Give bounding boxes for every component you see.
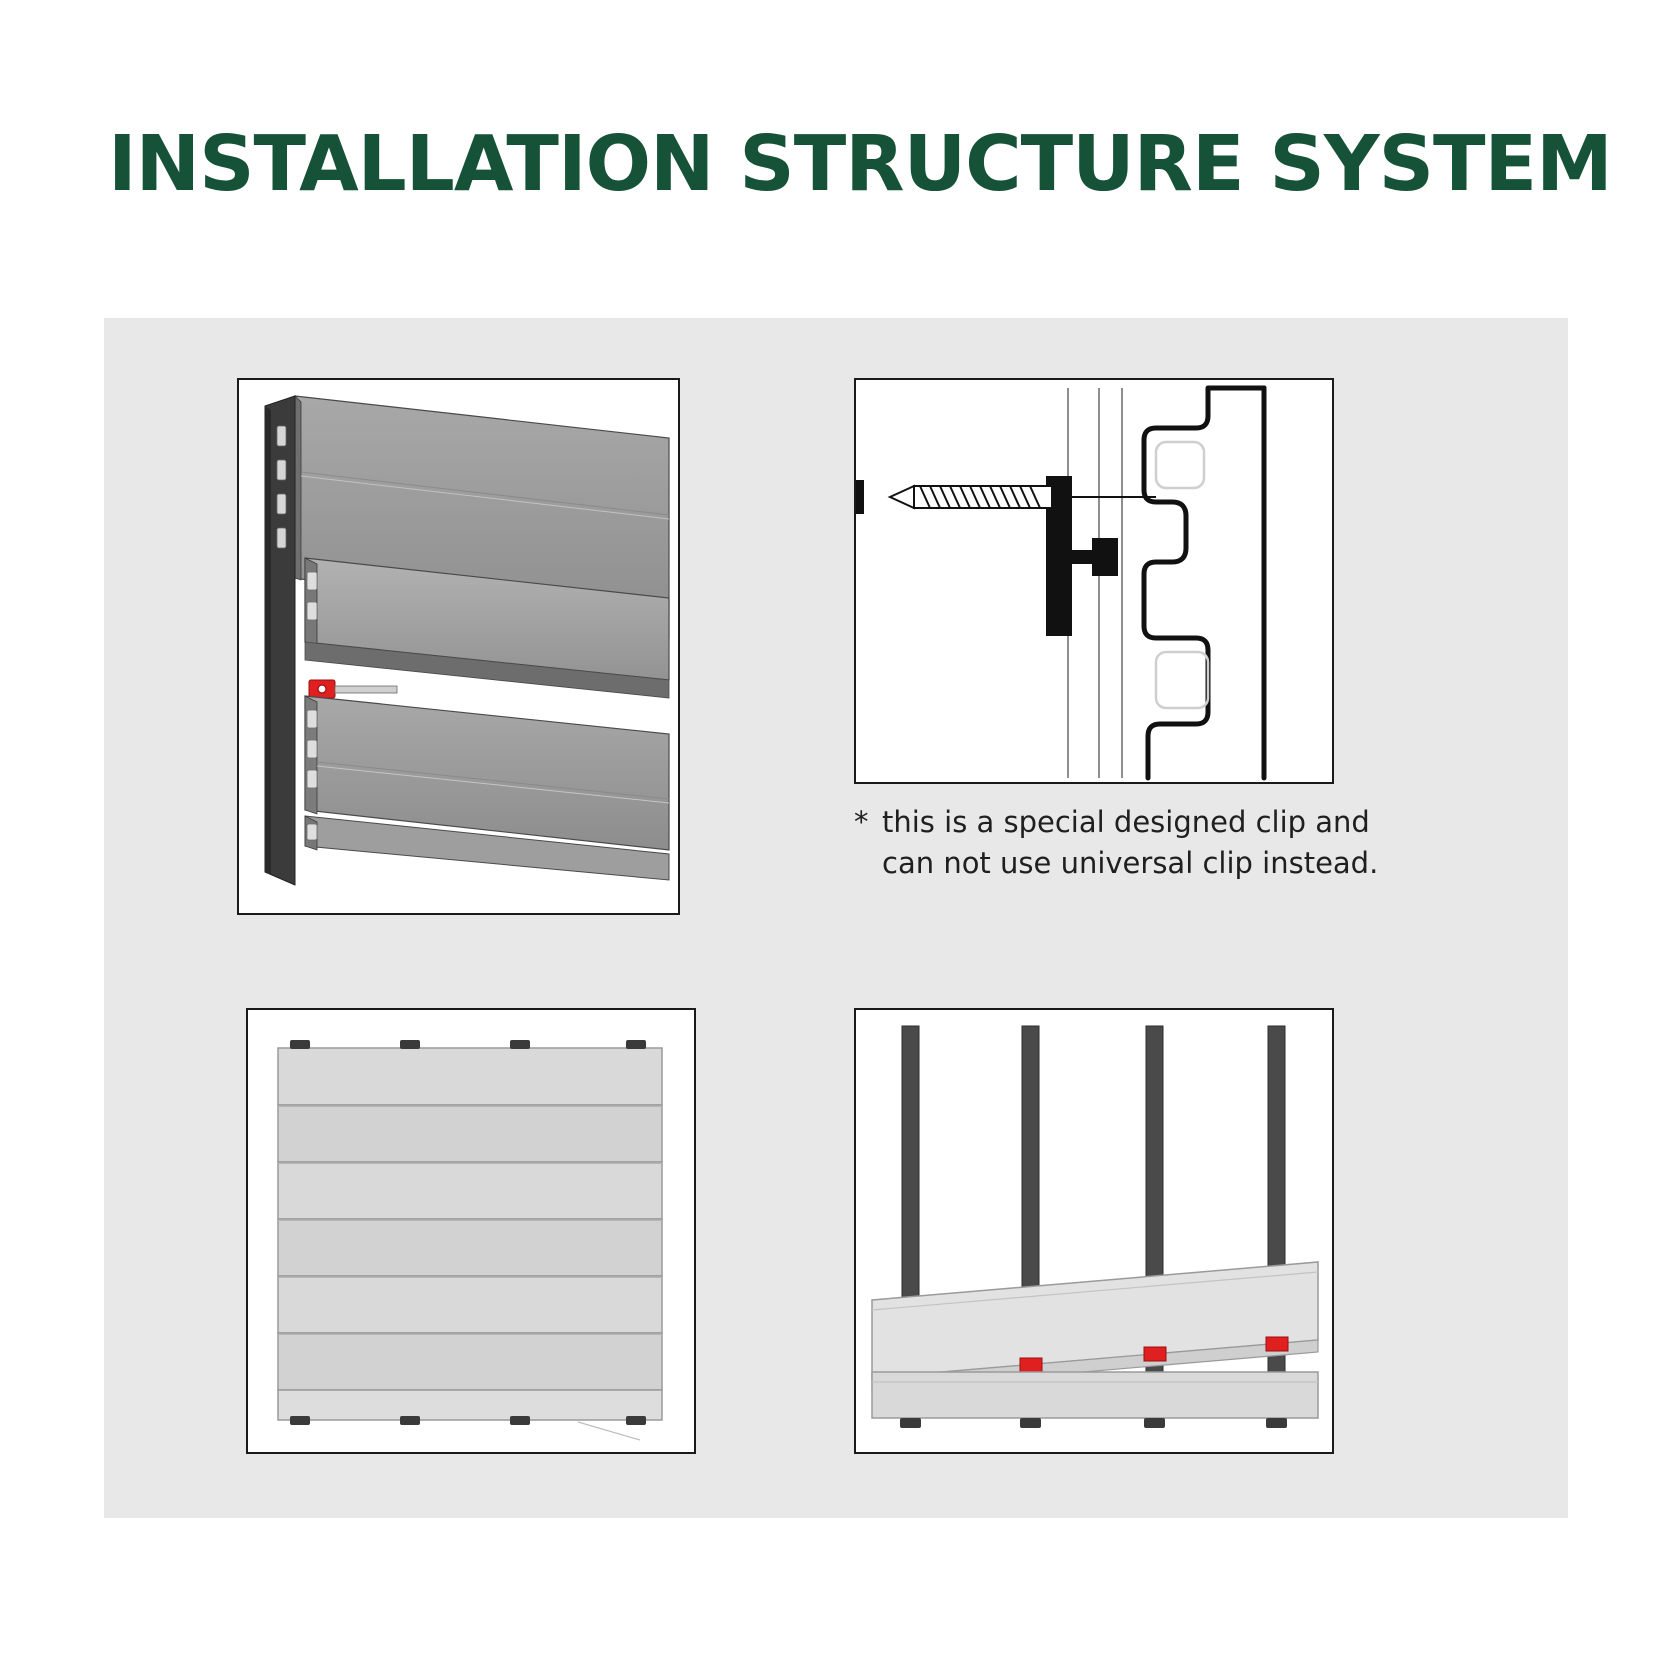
panel-3d-illustration (239, 380, 680, 915)
note-line-2: can not use universal clip instead. (882, 846, 1379, 881)
page-title: INSTALLATION STRUCTURE SYSTEM (108, 120, 1612, 209)
figure-panel-3d[interactable] (237, 378, 680, 915)
figures-panel (104, 318, 1568, 1518)
clip-section-illustration (856, 380, 1334, 784)
front-elevation-illustration (248, 1010, 696, 1454)
figure-batten-assembly[interactable] (854, 1008, 1334, 1454)
note-marker: * (854, 805, 869, 839)
note-line-1: this is a special designed clip and (882, 805, 1370, 839)
figure-clip-section[interactable] (854, 378, 1334, 784)
figure-front-elevation[interactable] (246, 1008, 696, 1454)
clip-note (854, 802, 1379, 884)
batten-assembly-illustration (856, 1010, 1334, 1454)
